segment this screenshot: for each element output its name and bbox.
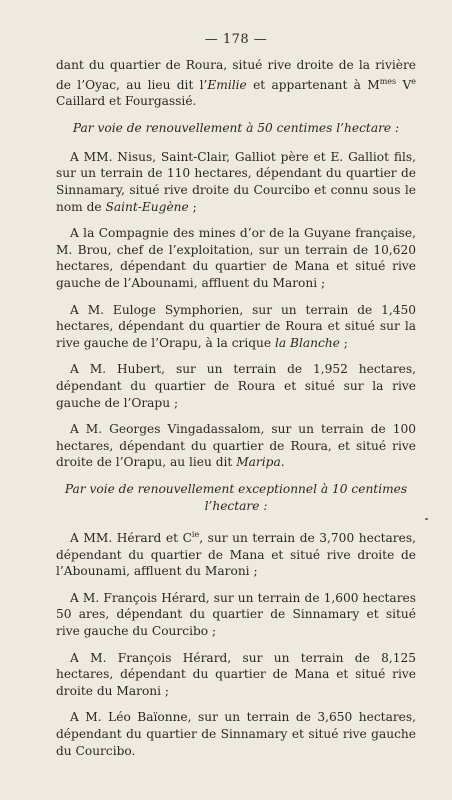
text-run: V	[396, 77, 412, 92]
text-run: A M. Hubert, sur un terrain de 1,952 hectares, dépendant du quartier de Roura et situé sur la rive gauche de l’Orapu ;	[56, 362, 416, 410]
text-run: ;	[339, 335, 348, 350]
concession-paragraph	[56, 225, 416, 291]
concession-paragraph	[56, 421, 416, 471]
text-run: , sur un terrain de 3,700 hectares, dépendant du quartier de Mana et situé rive droite de l’Abounami, affluent du Maroni ;	[56, 531, 416, 579]
text-run: ;	[188, 199, 197, 214]
italic-text: la Blanche	[274, 335, 340, 350]
concession-paragraph	[56, 361, 416, 411]
page-body	[56, 57, 416, 759]
concession-paragraph	[56, 709, 416, 759]
text-run: A MM. Hérard et C	[70, 531, 192, 545]
text-run: A M. Georges Vingadassalom, sur un terrain de 100 hectares, dépendant du quartier de Roura, et situé rive droite de l’Orapu, au lieu dit	[56, 422, 416, 470]
text-run: .	[280, 455, 285, 470]
text-run: et appartenant à M	[246, 77, 380, 92]
text-run: A M. François Hérard, sur un terrain de 8,125 hectares, dépendant du quartier de Mana et situé rive droite du Maroni ;	[56, 650, 416, 698]
text-run: A MM. Nisus, Saint-Clair, Galliot père et E. Galliot fils, sur un terrain de 110 hectares, dépendant du quartier de Sinnamary, situé rive droite du Courcibo et connu sous le nom de	[56, 149, 416, 214]
page-number: — 178 —	[204, 32, 268, 47]
section-heading: Par voie de renouvellement à 50 centimes l’hectare :	[72, 120, 400, 135]
print-speck	[425, 518, 428, 520]
text-run: dant du quartier de Roura, situé rive droite de la rivière de l’Oyac, au lieu dit l’	[56, 58, 416, 92]
text-run: A M. François Hérard, sur un terrain de 1,600 hectares 50 ares, dépendant du quartier de Sinnamary et situé rive gauche du Courcibo ;	[56, 590, 416, 638]
concession-paragraph	[56, 527, 416, 580]
text-run: ie	[191, 529, 200, 539]
italic-text: Emilie	[207, 77, 247, 92]
text-run: e	[411, 76, 416, 86]
text-run: A M. Euloge Symphorien, sur un terrain de 1,450 hectares, dépendant du quartier de Roura et situé sur la rive gauche de l’Orapu, à la crique	[56, 302, 416, 350]
concession-paragraph	[56, 650, 416, 700]
section-heading: Par voie de renouvellement exceptionnel à 10 centimes l’hectare :	[64, 481, 408, 513]
concession-paragraph	[56, 302, 416, 352]
text-run: A la Compagnie des mines d’or de la Guyane française, M. Brou, chef de l’exploitation, sur un terrain de 10,620 hectares, dépendant du quartier de Mana et situé rive gauche de l’Abounami, affluent du Maroni ;	[56, 226, 416, 290]
continued-paragraph	[56, 57, 416, 110]
text-run: A M. Léo Baïonne, sur un terrain de 3,650 hectares, dépendant du quartier de Sinnamary et situé rive gauche du Courcibo.	[56, 710, 416, 758]
concession-paragraph	[56, 149, 416, 215]
concession-paragraph	[56, 590, 416, 640]
text-run: mes	[379, 76, 397, 86]
italic-text: Maripa	[236, 455, 281, 470]
text-run: Caillard et Fourgassié.	[56, 94, 197, 109]
italic-text: Saint-Eugène	[105, 199, 189, 214]
